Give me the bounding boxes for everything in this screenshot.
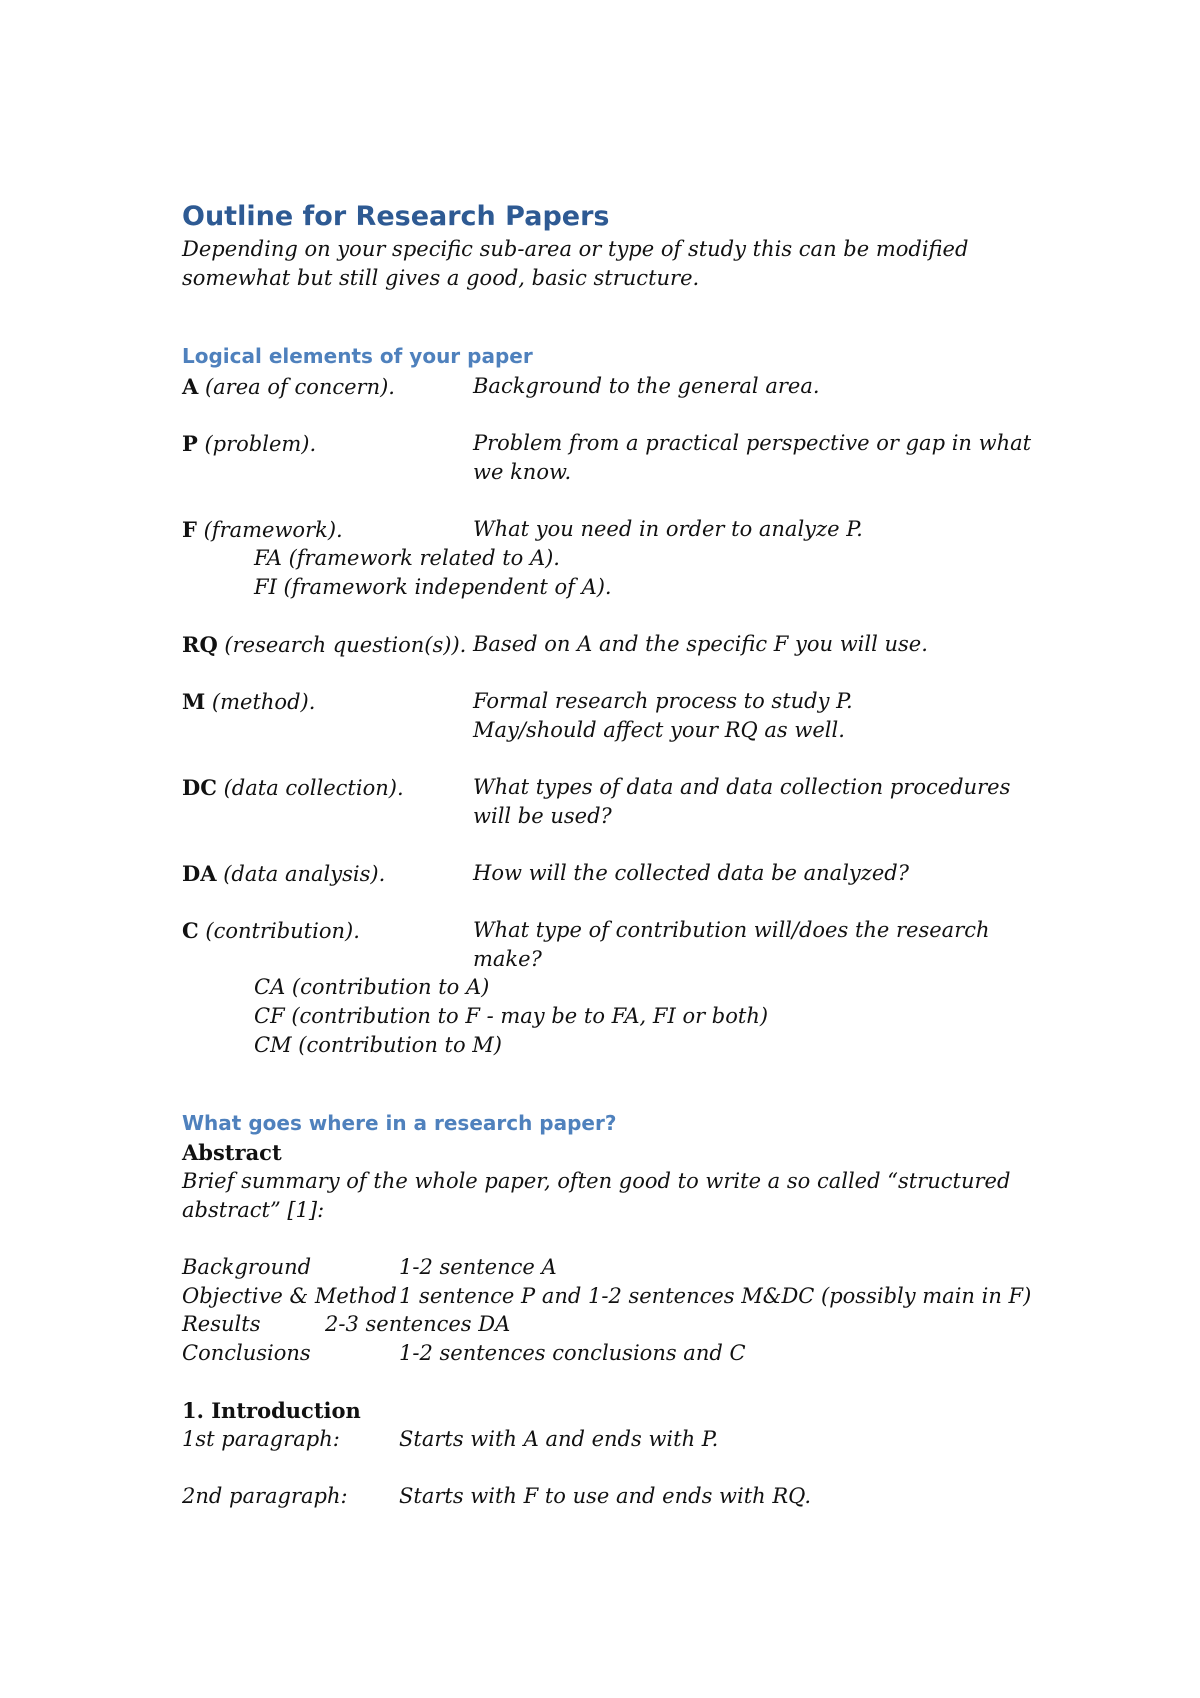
abstract-heading: Abstract [182,1140,282,1165]
element-term-f: F (framework). [182,517,343,542]
element-sub-cm: CM (contribution to M) [254,1033,502,1057]
element-sub-ca: CA (contribution to A) [254,975,490,999]
element-desc-rq: Based on A and the specific F you will use. [473,632,928,656]
introduction-row-label: 2nd paragraph: [182,1484,348,1508]
abstract-row-label: Conclusions [182,1341,311,1365]
element-sub-fi: FI (framework independent of A). [254,575,612,599]
element-desc-da: How will the collected data be analyzed? [473,861,909,885]
element-term-da: DA (data analysis). [182,861,386,886]
element-desc-dc-2: will be used? [473,804,612,828]
element-desc-f: What you need in order to analyze P. [473,517,863,541]
element-desc-p-2: we know. [473,460,572,484]
abstract-desc-1: Brief summary of the whole paper, often good to write a so called “structured [182,1169,1011,1193]
section-heading-where: What goes where in a research paper? [182,1111,617,1135]
intro-line-2: somewhat but still gives a good, basic structure. [182,266,700,290]
element-desc-p: Problem from a practical perspective or gap in what [473,431,1032,455]
element-desc-c: What type of contribution will/does the research [473,918,990,942]
element-desc-a: Background to the general area. [473,374,820,398]
element-desc-m-2: May/should affect your RQ as well. [473,718,845,742]
element-term-a: A (area of concern). [182,374,395,399]
element-desc-dc: What types of data and data collection procedures [473,775,1011,799]
section-heading-logical: Logical elements of your paper [182,344,533,368]
element-term-dc: DC (data collection). [182,775,404,800]
abstract-desc-2: abstract” [1]: [182,1198,325,1222]
abstract-row-text: 1 sentence P and 1-2 sentences M&DC (possibly main in F) [399,1284,1032,1308]
page-title: Outline for Research Papers [182,201,610,232]
introduction-row-text: Starts with A and ends with P. [399,1427,719,1451]
element-desc-c-2: make? [473,947,542,971]
intro-line-1: Depending on your specific sub-area or type of study this can be modified [182,237,969,261]
abstract-row-label: Background [182,1255,312,1279]
abstract-row-label: Results [182,1312,261,1336]
element-sub-fa: FA (framework related to A). [254,546,560,570]
introduction-row-label: 1st paragraph: [182,1427,340,1451]
abstract-row-label: Objective & Method [182,1284,397,1308]
abstract-row-text: 2-3 sentences DA [325,1312,511,1336]
element-sub-cf: CF (contribution to F - may be to FA, FI or both) [254,1004,769,1028]
abstract-row-text: 1-2 sentence A [399,1255,557,1279]
introduction-row-text: Starts with F to use and ends with RQ. [399,1484,812,1508]
abstract-row-text: 1-2 sentences conclusions and C [399,1341,746,1365]
introduction-heading: 1. Introduction [182,1398,361,1423]
element-term-p: P (problem). [182,431,317,456]
element-term-c: C (contribution). [182,918,360,943]
element-term-m: M (method). [182,689,316,714]
element-term-rq: RQ (research question(s)). [182,632,467,657]
element-desc-m: Formal research process to study P. [473,689,853,713]
